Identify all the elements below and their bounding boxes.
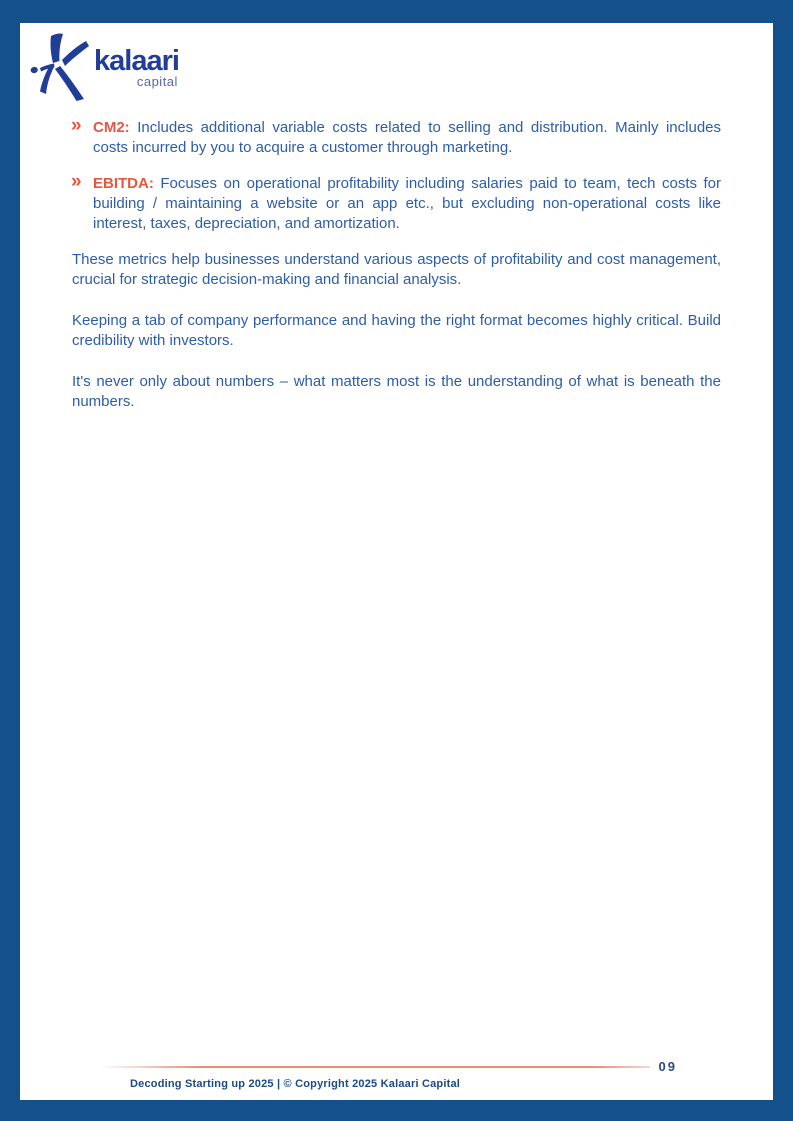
bullet-text: Focuses on operational profitability including salaries paid to team, tech costs for building / maintaining a website or an app etc., but excluding non-operational costs like interest, taxes, depreciation, and amortization. — [93, 175, 721, 232]
logo-wordmark — [94, 45, 179, 89]
footer-rule-row — [100, 1059, 677, 1074]
page-footer — [100, 1059, 677, 1090]
logo-sub-text: capital — [136, 74, 178, 89]
kalaari-star-icon — [30, 33, 92, 101]
bullet-label: CM2: — [93, 119, 130, 136]
footer-divider — [100, 1066, 650, 1068]
chevron-double-right-icon: » — [71, 171, 80, 192]
page-number: 09 — [658, 1059, 677, 1074]
paragraph-metrics: These metrics help businesses understand various aspects of profitability and cost management, crucial for strategic decision-making and financial analysis. — [72, 251, 721, 288]
chevron-double-right-icon: » — [71, 115, 80, 136]
footer-copyright: Decoding Starting up 2025 | © Copyright 2025 Kalaari Capital — [130, 1078, 461, 1090]
bullet-text: Includes additional variable costs related to selling and distribution. Mainly includes costs incurred by you to acquire a customer through marketing. — [93, 119, 722, 156]
page-content — [71, 115, 722, 433]
kalaari-logo — [30, 33, 179, 101]
bullet-item-ebitda — [71, 171, 721, 234]
bullet-label: EBITDA: — [93, 175, 154, 192]
paragraph-numbers: It's never only about numbers – what matters most is the understanding of what is beneath the numbers. — [72, 373, 721, 410]
logo-brand-text: kalaari — [94, 45, 179, 77]
paragraph-performance: Keeping a tab of company performance and having the right format becomes highly critical. Build credibility with investors. — [72, 312, 721, 349]
bullet-item-cm2 — [71, 115, 722, 158]
bullet-list — [71, 115, 722, 234]
